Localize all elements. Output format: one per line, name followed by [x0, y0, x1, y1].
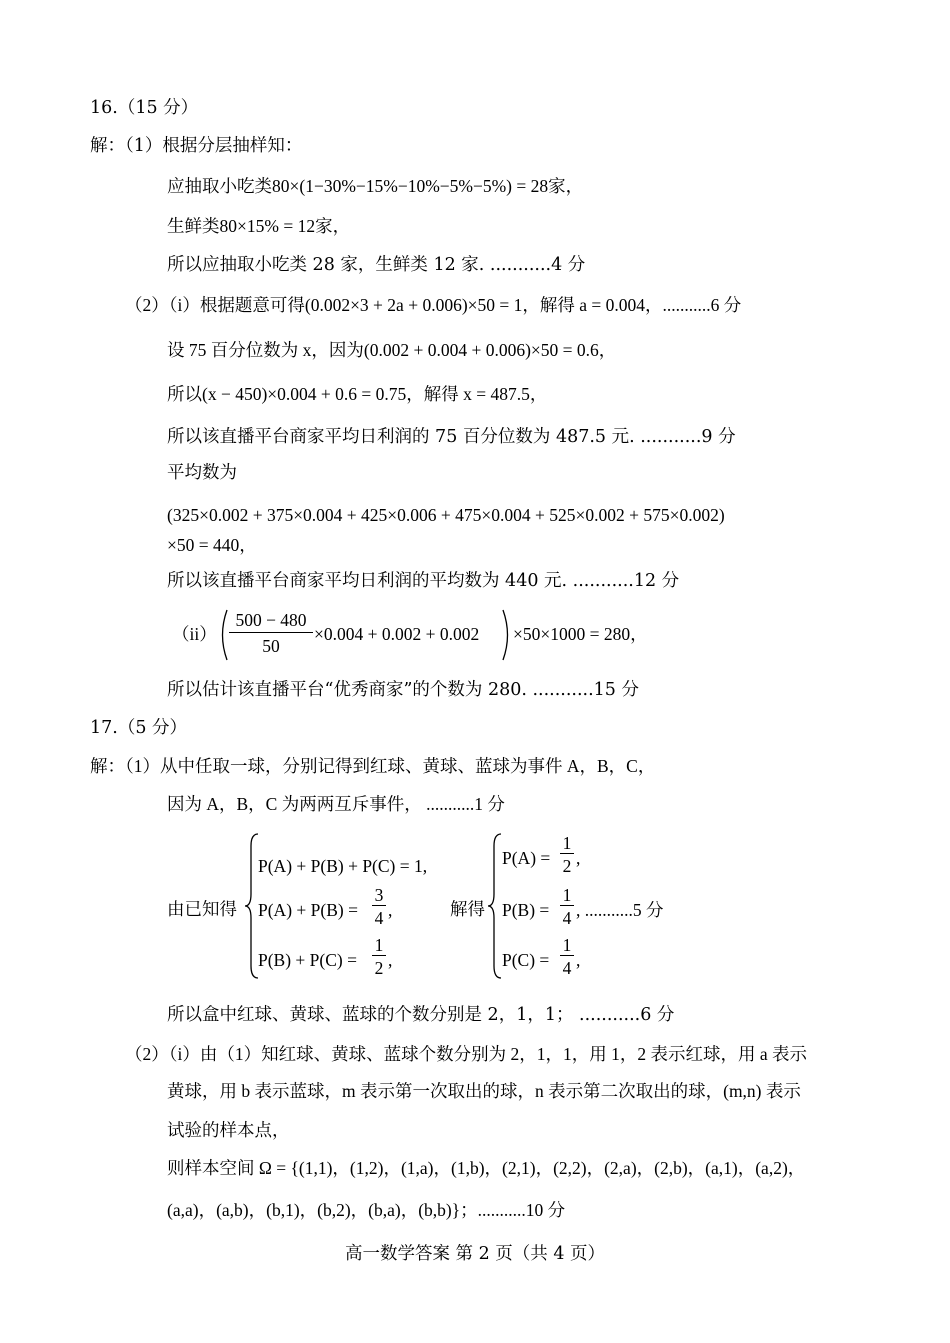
frac-num: 1 — [562, 833, 572, 853]
solution-eq-2-left: P(B) = — [502, 900, 550, 920]
q16-fraction-numerator: 500 − 480 — [235, 610, 307, 630]
q16-line-11: ×50 = 440， — [167, 535, 257, 555]
solution-brace — [487, 832, 503, 980]
q17-line-2: 因为 A，B，C 为两两互斥事件， ...........1 分 — [167, 794, 505, 814]
solution-eq-1-left: P(A) = — [502, 848, 551, 868]
q16-header: 16.（15 分） — [90, 98, 199, 118]
system-eq-3-left: P(B) + P(C) = — [258, 950, 357, 970]
q17-line-5: 黄球，用 b 表示蓝球，m 表示第一次取出的球，n 表示第二次取出的球，(m,n) 表示 — [167, 1081, 801, 1101]
q16-line-5: （2）（i）根据题意可得(0.002×3 + 2a + 0.006)×50 = 1，解得 a = 0.004，...........6 分 — [125, 295, 742, 315]
frac-num: 1 — [374, 935, 384, 955]
system-eq-3-end: , — [388, 950, 393, 970]
system-eq-1: P(A) + P(B) + P(C) = 1, — [258, 856, 428, 876]
solution-eq-2-end: , ...........5 分 — [576, 900, 664, 920]
q17-line-4: （2）（i）由（1）知红球、黄球、蓝球个数分别为 2，1，1，用 1，2 表示红球，用 a 表示 — [125, 1044, 808, 1064]
q16-line-8: 所以该直播平台商家平均日利润的 75 百分位数为 487.5 元. ...........9 分 — [167, 427, 736, 447]
solution-label: 解得 — [450, 900, 485, 920]
q16-line-10: (325×0.002 + 375×0.004 + 425×0.006 + 475×0.004 + 525×0.002 + 575×0.002) — [167, 505, 725, 525]
q16-line-13-mid: ×0.004 + 0.002 + 0.002 — [314, 624, 480, 644]
q16-line-13-tail: ×50×1000 = 280， — [513, 624, 648, 644]
q17-line-1: 解：（1）从中任取一球，分别记得到红球、黄球、蓝球为事件 A，B，C， — [90, 756, 656, 776]
page-footer: 高一数学答案 第 2 页（共 4 页） — [344, 1244, 606, 1264]
q17-line-6: 试验的样本点， — [167, 1121, 290, 1141]
system-eq-2-fraction — [372, 885, 386, 928]
system-eq-3 — [258, 948, 357, 972]
system-eq-2-end: , — [388, 900, 393, 920]
q16-line-12: 所以该直播平台商家平均日利润的平均数为 440 元. ...........12 分 — [167, 571, 680, 591]
q16-line-2: 应抽取小吃类80×(1−30%−15%−10%−5%−5%) = 28家， — [167, 176, 584, 196]
frac-den: 4 — [560, 905, 574, 928]
q16-fraction — [229, 610, 313, 656]
q16-line-3: 生鲜类80×15% = 12家， — [167, 216, 351, 236]
frac-den: 2 — [372, 955, 386, 978]
system-eq-3-fraction — [372, 935, 386, 978]
frac-num: 1 — [562, 935, 572, 955]
q17-header: 17.（5 分） — [90, 718, 188, 738]
q16-line-7: 所以(x − 450)×0.004 + 0.6 = 0.75，解得 x = 487.5， — [167, 384, 548, 404]
solution-eq-3-fraction — [560, 935, 574, 978]
frac-num: 1 — [562, 885, 572, 905]
q17-line-3: 所以盒中红球、黄球、蓝球的个数分别是 2，1，1； ...........6 分 — [167, 1005, 675, 1025]
q16-line-9: 平均数为 — [167, 463, 237, 483]
frac-den: 4 — [372, 905, 386, 928]
solution-eq-1-fraction — [560, 833, 574, 876]
solution-eq-3-left: P(C) = — [502, 950, 550, 970]
q17-line-8: (a,a)，(a,b)，(b,1)，(b,2)，(b,a)，(b,b)}；...........10 分 — [167, 1200, 566, 1220]
q16-fraction-denominator: 50 — [229, 632, 313, 656]
system-eq-2-left: P(A) + P(B) = — [258, 900, 358, 920]
solution-eq-2-fraction — [560, 885, 574, 928]
q16-line-6: 设 75 百分位数为 x，因为(0.002 + 0.004 + 0.006)×50 = 0.6， — [167, 340, 617, 360]
q16-line-13-prefix: （ii） — [172, 624, 217, 644]
q16-line-1: 解：（1）根据分层抽样知： — [90, 136, 303, 156]
system-label: 由已知得 — [167, 900, 237, 920]
system-eq-2 — [258, 898, 358, 922]
q17-line-7: 则样本空间 Ω = {(1,1)，(1,2)，(1,a)，(1,b)，(2,1)，(2,2)，(2,a)，(2,b)，(a,1)，(a,2)， — [167, 1158, 806, 1178]
solution-eq-1-end: , — [576, 848, 581, 868]
q16-line-4: 所以应抽取小吃类 28 家，生鲜类 12 家. ...........4 分 — [167, 255, 586, 275]
frac-den: 4 — [560, 955, 574, 978]
right-big-paren — [500, 608, 514, 662]
frac-den: 2 — [560, 853, 574, 876]
left-big-paren — [216, 608, 230, 662]
frac-num: 3 — [374, 885, 384, 905]
q16-line-14: 所以估计该直播平台“优秀商家”的个数为 280. ...........15 分 — [167, 680, 640, 700]
solution-eq-3-end: , — [576, 950, 581, 970]
